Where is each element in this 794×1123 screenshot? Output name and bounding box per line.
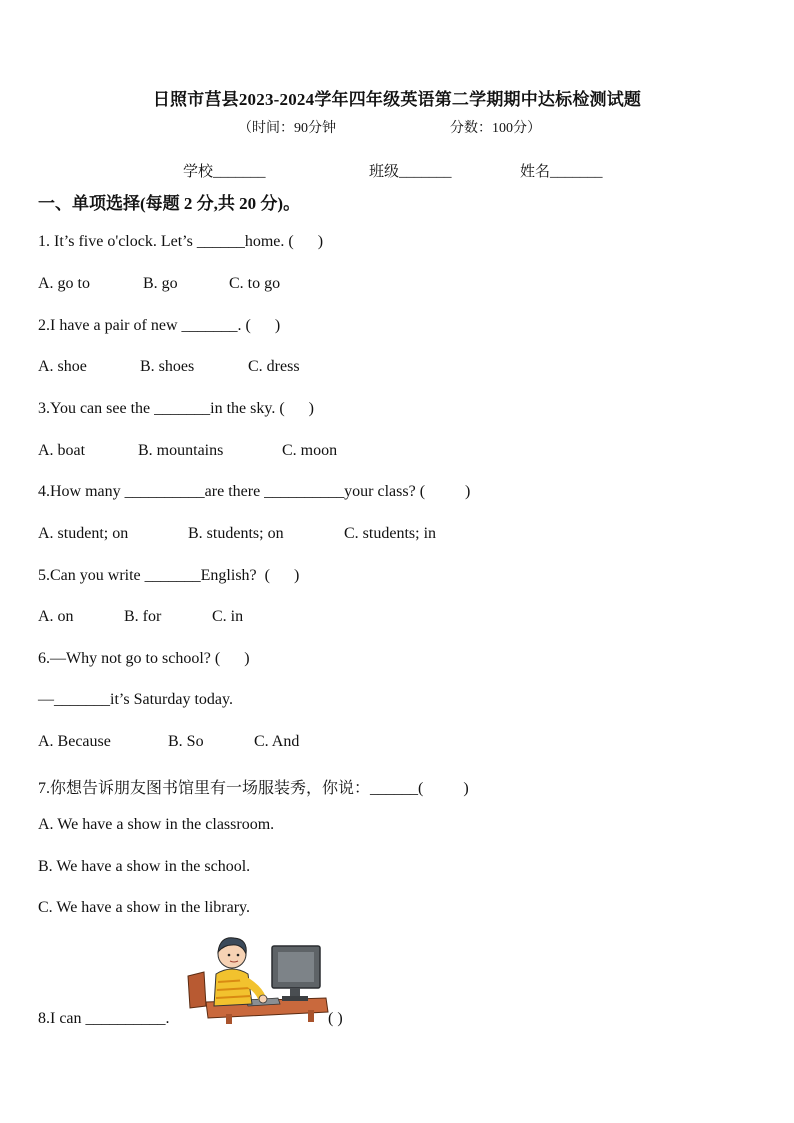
q7-option-c[interactable]: C. We have a show in the library.: [38, 899, 250, 916]
q1-option-b[interactable]: B. go: [143, 275, 178, 292]
question-2: 2.I have a pair of new _______. ( ): [38, 317, 281, 334]
q6-option-b[interactable]: B. So: [168, 733, 204, 750]
name-field[interactable]: 姓名_______: [520, 164, 603, 180]
q5-option-b[interactable]: B. for: [124, 608, 162, 625]
exam-score: 分数：100分）: [450, 121, 541, 136]
q2-option-c[interactable]: C. dress: [248, 358, 300, 375]
q2-option-b[interactable]: B. shoes: [140, 358, 195, 375]
question-4: 4.How many __________are there __________your class? ( ): [38, 483, 471, 500]
q4-option-c[interactable]: C. students; in: [344, 525, 437, 542]
q2-option-a[interactable]: A. shoe: [38, 358, 87, 375]
question-6: 6.—Why not go to school? ( ): [38, 650, 250, 667]
q6-option-c[interactable]: C. And: [254, 733, 300, 750]
exam-time: （时间：90分钟: [238, 121, 336, 136]
q5-option-a[interactable]: A. on: [38, 608, 74, 625]
question-3: 3.You can see the _______in the sky. ( ): [38, 400, 314, 417]
q1-option-a[interactable]: A. go to: [38, 275, 90, 292]
q6-option-a[interactable]: A. Because: [38, 733, 111, 750]
q4-option-b[interactable]: B. students; on: [188, 525, 284, 542]
q1-option-c[interactable]: C. to go: [229, 275, 281, 292]
q4-option-a[interactable]: A. student; on: [38, 525, 129, 542]
q3-option-c[interactable]: C. moon: [282, 442, 338, 459]
q8-answer-blank[interactable]: ( ): [328, 1010, 343, 1027]
q7-option-b[interactable]: B. We have a show in the school.: [38, 858, 251, 875]
q3-option-b[interactable]: B. mountains: [138, 442, 224, 459]
class-field[interactable]: 班级_______: [369, 164, 452, 180]
page-title: 日照市莒县2023-2024学年四年级英语第二学期期中达标检测试题: [152, 90, 642, 109]
question-5: 5.Can you write _______English? ( ): [38, 567, 300, 584]
boy-at-computer-illustration: [186, 930, 331, 1025]
q7-option-a[interactable]: A. We have a show in the classroom.: [38, 816, 275, 833]
question-6-reply: —_______it’s Saturday today.: [38, 691, 233, 708]
q3-option-a[interactable]: A. boat: [38, 442, 86, 459]
question-8: 8.I can __________.: [38, 1010, 170, 1027]
q5-option-c[interactable]: C. in: [212, 608, 244, 625]
question-1: 1. It’s five o'clock. Let’s ______home. ( ): [38, 233, 324, 250]
section-heading: 一、单项选择(每题 2 分,共 20 分)。: [38, 194, 301, 213]
school-field[interactable]: 学校_______: [183, 164, 266, 180]
question-7: 7.你想告诉朋友图书馆里有一场服装秀，你说：______( ): [38, 780, 469, 797]
